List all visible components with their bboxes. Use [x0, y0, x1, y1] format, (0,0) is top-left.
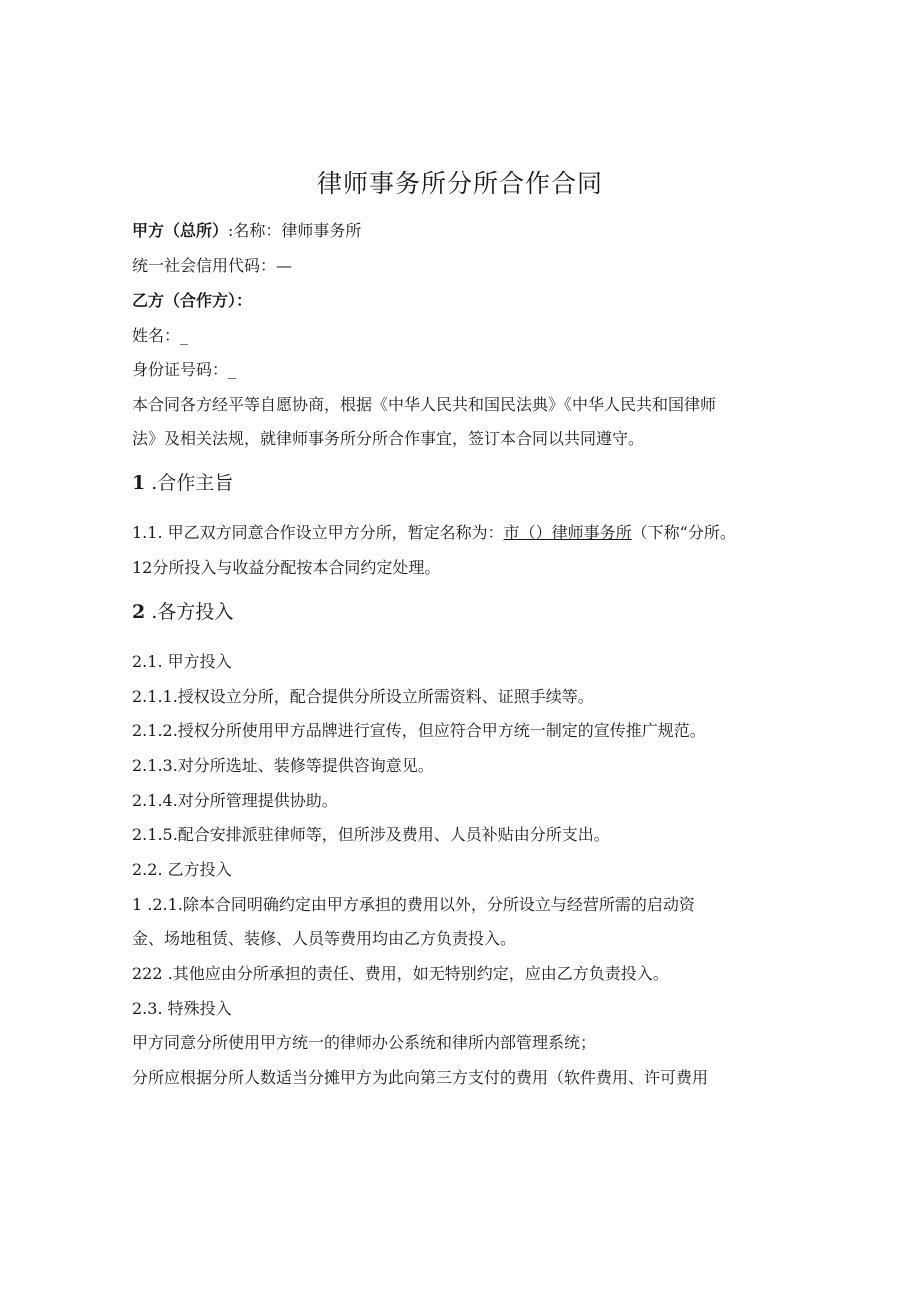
- party-a-line: [132, 221, 361, 241]
- section-1-title: .合作主旨: [151, 472, 234, 494]
- section-2-heading: [132, 600, 233, 624]
- clause-2-1-1: 2.1.1.授权设立分所，配合提供分所设立所需资料、证照手续等。: [132, 687, 594, 706]
- party-b-label: 乙方（合作方）：: [132, 291, 253, 310]
- clause-2-1-3: 2.1.3.对分所选址、装修等提供咨询意见。: [132, 756, 434, 775]
- clause-2-2-2: 222 .其他应由分所承担的责任、费用，如无特别约定，应由乙方负责投入。: [132, 964, 669, 983]
- credit-code-line: 统一社会信用代码：—: [132, 256, 293, 275]
- clause-2-3: 2.3. 特殊投入: [132, 999, 232, 1018]
- id-number-field: 身份证号码：_: [132, 360, 237, 379]
- document-title: 律师事务所分所合作合同: [316, 169, 603, 198]
- clause-1-1-suffix: （下称“分所。: [631, 523, 736, 542]
- party-a-name: :名称：律师事务所: [228, 221, 362, 240]
- clause-2-2-1-line-1: 1 .2.1.除本合同明确约定由甲方承担的费用以外，分所设立与经营所需的启动资: [132, 895, 695, 914]
- clause-2-1-5: 2.1.5.配合安排派驻律师等，但所涉及费用、人员补贴由分所支出。: [132, 825, 610, 844]
- clause-2-2-1-line-2: 金、场地租赁、装修、人员等费用均由乙方负责投入。: [132, 929, 517, 948]
- branch-name-underlined: 市（）律师事务所: [503, 523, 632, 542]
- section-2-number: 2: [132, 601, 146, 623]
- section-1-heading: [132, 471, 233, 495]
- intro-paragraph-line-1: 本合同各方经平等自愿协商，根据《中华人民共和国民法典》《中华人民共和国律师: [132, 395, 717, 414]
- section-1-number: 1: [132, 472, 146, 494]
- clause-2-3-line-1: 甲方同意分所使用甲方统一的律师办公系统和律所内部管理系统；: [132, 1033, 597, 1052]
- clause-2-1-4: 2.1.4.对分所管理提供协助。: [132, 791, 338, 810]
- clause-1-2: 12分所投入与收益分配按本合同约定处理。: [132, 558, 441, 577]
- clause-2-2: 2.2. 乙方投入: [132, 860, 232, 879]
- section-2-title: .各方投入: [151, 601, 234, 623]
- name-field: 姓名：_: [132, 326, 189, 345]
- clause-2-3-line-2: 分所应根据分所人数适当分摊甲方为此向第三方支付的费用（软件费用、许可费用: [132, 1068, 709, 1087]
- clause-1-1: [132, 523, 736, 543]
- clause-2-1-2: 2.1.2.授权分所使用甲方品牌进行宣传，但应符合甲方统一制定的宣传推广规范。: [132, 721, 706, 740]
- clause-2-1: 2.1. 甲方投入: [132, 652, 232, 671]
- intro-paragraph-line-2: 法》及相关法规，就律师事务所分所合作事宜，签订本合同以共同遵守。: [132, 429, 645, 448]
- clause-1-1-prefix: 1.1. 甲乙双方同意合作设立甲方分所，暂定名称为：: [132, 523, 504, 542]
- party-a-label: 甲方（总所）: [132, 221, 229, 240]
